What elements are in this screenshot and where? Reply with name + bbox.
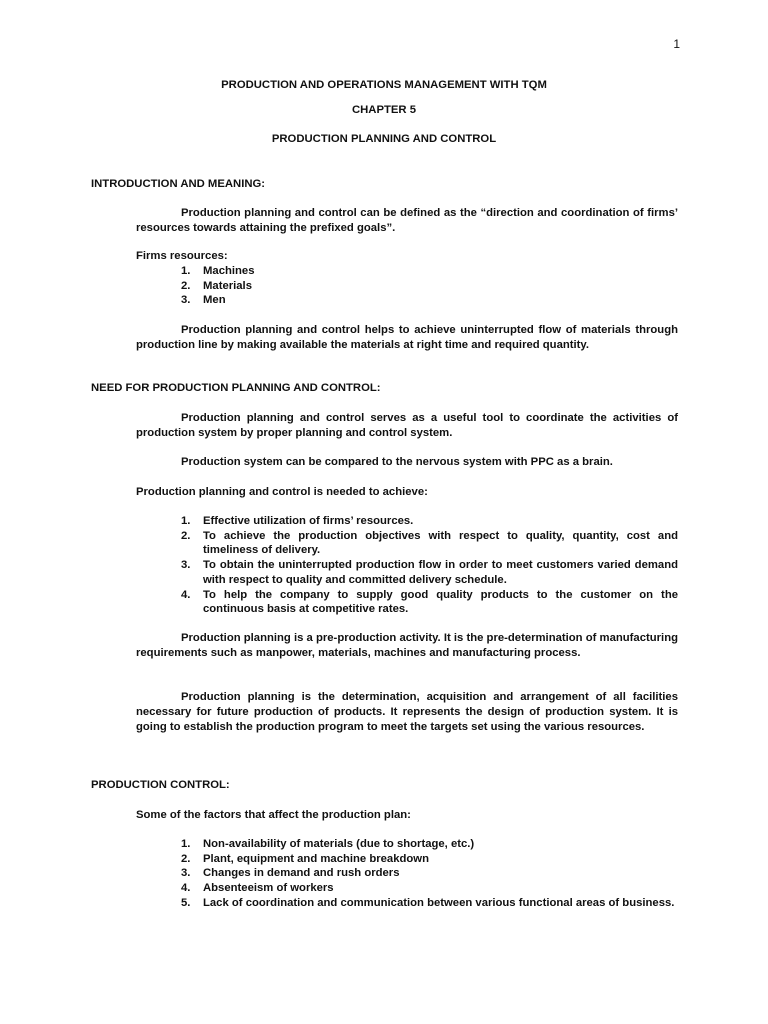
list-item [136,866,678,881]
list-number: 1. [181,265,191,277]
list-number: 3. [181,867,191,880]
list-text: To achieve the production objectives with respect to quality, quantity, cost and timeliness of delivery. [203,529,678,557]
paragraph: Production planning and control serves as a useful tool to coordinate the activities of production system by proper planning and control system. [136,412,678,439]
list-text: Plant, equipment and machine breakdown [203,852,429,865]
list-item [136,852,678,867]
list-item [136,529,678,558]
list-label: Production planning and control is needed to achieve: [136,486,428,498]
list-text: Non-availability of materials (due to shortage, etc.) [203,838,475,850]
list-number: 2. [181,279,191,292]
resources-label: Firms resources: [136,250,228,262]
list-item [136,837,678,852]
need-list [136,514,678,617]
list-item [136,558,678,587]
paragraph: Production system can be compared to the nervous system with PPC as a brain. [181,456,613,468]
list-number: 4. [181,882,191,895]
section-heading-need: NEED FOR PRODUCTION PLANNING AND CONTROL: [91,382,381,394]
section-heading-control: PRODUCTION CONTROL: [91,779,230,791]
list-item [136,293,678,308]
list-number: 2. [181,852,191,865]
list-label: Some of the factors that affect the production plan: [136,809,411,821]
chapter-label: CHAPTER 5 [351,104,417,116]
list-text: Absenteeism of workers [203,882,334,895]
list-item [136,588,678,617]
chapter-subtitle: PRODUCTION PLANNING AND CONTROL [271,133,497,145]
list-text: To help the company to supply good quality products to the customer on the continuous basis at competitive rates. [203,588,678,616]
paragraph: Production planning and control helps to achieve uninterrupted flow of materials through production line by making available the materials at right time and required quantity. [136,324,678,351]
list-text: Men [203,294,226,307]
section-heading-intro: INTRODUCTION AND MEANING: [91,178,266,190]
control-list [136,837,678,911]
list-number: 1. [181,838,191,850]
list-number: 2. [181,529,191,542]
list-text: Materials [203,279,252,292]
list-text: To obtain the uninterrupted production flow in order to meet customers varied demand with respect to quality and committed delivery schedule. [203,559,678,586]
list-item [136,896,678,911]
list-item [136,264,678,279]
paragraph: Production planning is a pre-production activity. It is the pre-determination of manufacturing requirements such as manpower, materials, machines and manufacturing process. [136,632,678,659]
list-number: 1. [181,515,191,527]
page-number: 1 [673,37,680,51]
list-number: 4. [181,588,191,601]
resources-list [136,264,678,308]
list-text: Effective utilization of firms’ resources. [203,515,414,527]
list-text: Lack of coordination and communication between various functional areas of business. [203,896,675,909]
list-item [136,514,678,529]
list-number: 3. [181,559,191,572]
paragraph: Production planning and control can be defined as the “direction and coordination of firms’ resources towards attaining the prefixed goals”. [136,207,678,234]
list-number: 5. [181,896,191,909]
list-number: 3. [181,294,191,307]
list-item [136,881,678,896]
list-text: Machines [203,265,255,277]
list-item [136,279,678,294]
paragraph: Production planning is the determination, acquisition and arrangement of all facilities necessary for future production of products. It represents the design of production system. It is going to establish the production program to meet the targets set using the various resources. [136,691,678,733]
document-title: PRODUCTION AND OPERATIONS MANAGEMENT WITH TQM [221,79,547,91]
list-text: Changes in demand and rush orders [203,867,400,880]
